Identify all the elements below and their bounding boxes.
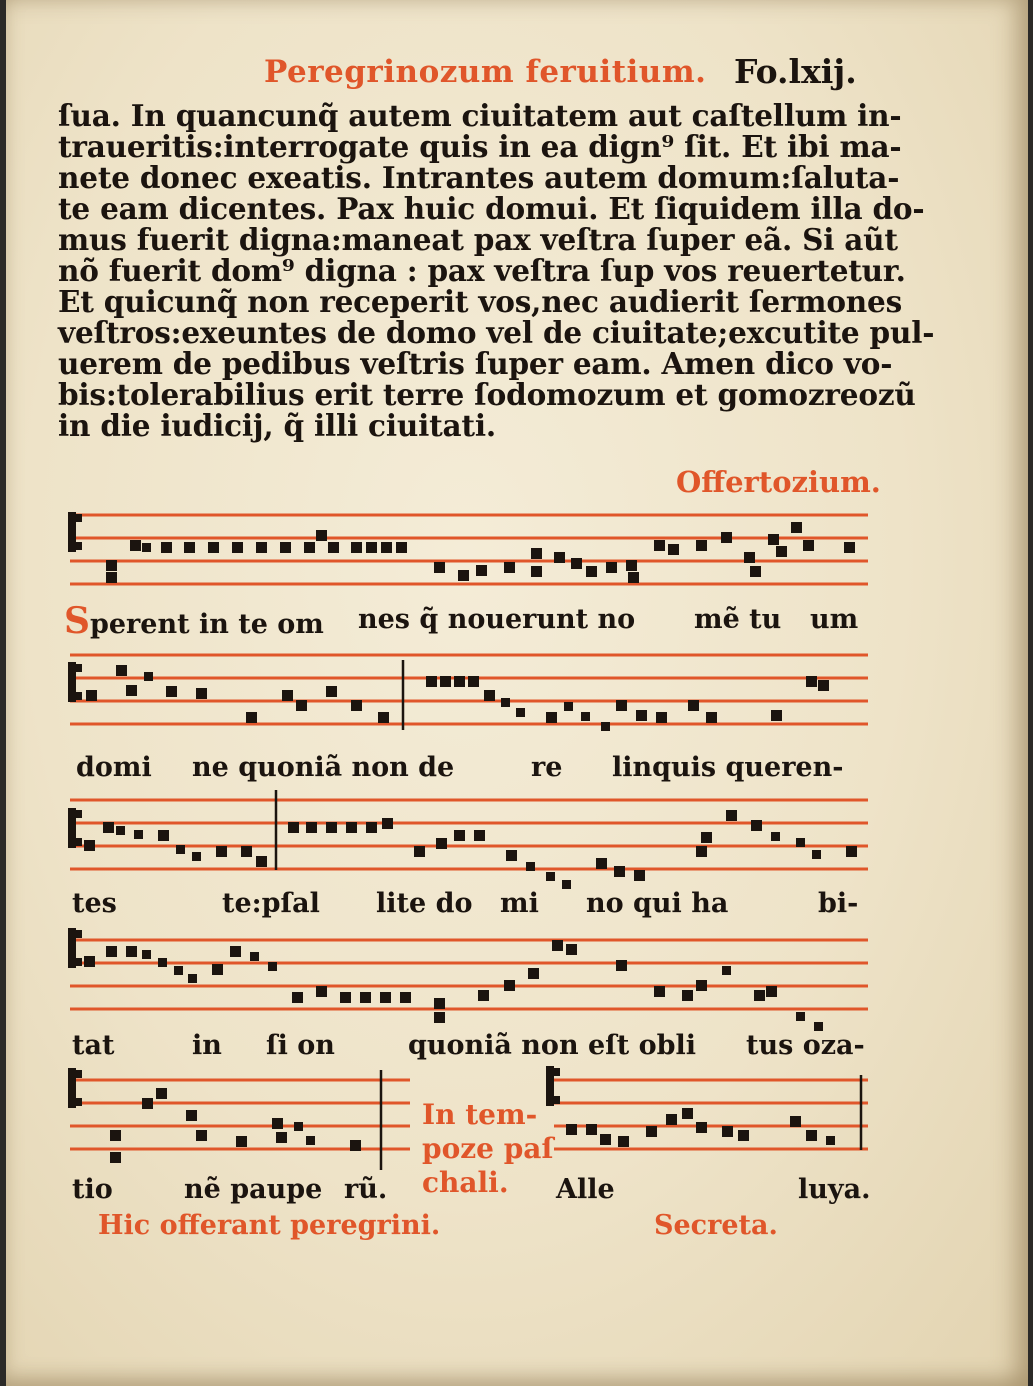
lyric-syllable: Alle <box>556 1174 615 1205</box>
lyric-syllable: no qui ha <box>586 888 729 919</box>
running-header-title: Peregrinozum feruitium. <box>264 54 707 90</box>
text-line: bis:tolerabilius erit terre ſodomozum et gomozreozũ <box>58 377 916 412</box>
secreta-rubric: Secreta. <box>654 1210 778 1241</box>
text-line: traueritis:interrogate quis in ea dign⁹ ſit. Et ibi ma- <box>58 129 902 164</box>
lyric-syllable: mi <box>500 888 539 919</box>
lyric-line-1 <box>64 600 324 642</box>
tempore-paschali-rubric <box>422 1098 553 1200</box>
text-line: nõ fuerit dom⁹ digna : pax veſtra ſup vos reuertetur. <box>58 253 906 288</box>
lyric-syllable: linquis queren- <box>612 752 844 783</box>
text-line: veſtros:exeuntes de domo vel de ciuitate;excutite pul- <box>58 315 935 350</box>
lyric-syllable: tio <box>72 1174 113 1205</box>
staff-3 <box>70 800 868 869</box>
staff-2 <box>70 655 868 724</box>
lyric-syllable: tes <box>72 888 117 919</box>
lyric-syllable: quoniã non eſt obli <box>408 1030 697 1061</box>
text-line: nete donec exeatis. Intrantes autem domum:ſaluta- <box>58 160 900 195</box>
folio-number: Fo.lxij. <box>734 52 857 91</box>
red-initial-s: S <box>64 600 90 642</box>
lyric-syllable: ſi on <box>266 1030 335 1061</box>
rubric-line: chali. <box>422 1166 509 1199</box>
text-line: in die iudicij, q̃ illi ciuitati. <box>58 408 496 443</box>
text-line: te eam dicentes. Pax huic domui. Et ſiquidem illa do- <box>58 191 925 226</box>
missal-page <box>6 0 1028 1386</box>
lyric-syllable: in <box>192 1030 222 1061</box>
lyric-syllable: nẽ paupe <box>184 1174 323 1205</box>
lyric-syllable: tus oza- <box>746 1030 865 1061</box>
text-line: uerem de pedibus veſtris ſuper eam. Amen dico vo- <box>58 346 893 381</box>
text-line: Et quicunq̃ non receperit vos,nec audierit ſermones <box>58 284 903 319</box>
lyric-syllable: tat <box>72 1030 115 1061</box>
lyric-syllable: ne quoniã non de <box>192 752 455 783</box>
lyric-syllable: te:pſal <box>222 888 320 919</box>
division-bars <box>276 660 861 1170</box>
lyric-syllable: lite do <box>376 888 473 919</box>
lyric-syllable: bi- <box>818 888 859 919</box>
lyric-syllable: rũ. <box>344 1174 388 1205</box>
lyric-syllable: um <box>810 604 859 635</box>
offertory-rubric: Offertozium. <box>676 465 881 499</box>
lyric-syllable: nes q̃ nouerunt no <box>358 604 636 635</box>
text-line: mus fuerit digna:maneat pax veſtra ſuper eã. Si aũt <box>58 222 898 257</box>
rubric-line: poze paſ <box>422 1132 554 1165</box>
rubric-line: In tem- <box>422 1098 538 1131</box>
lyric-syllable: luya. <box>798 1174 871 1205</box>
pilgrims-offering-rubric: Hic offerant peregrini. <box>98 1210 441 1241</box>
text-line: ſua. In quancunq̃ autem ciuitatem aut caſtellum in- <box>58 98 902 133</box>
lyric-syllable: re <box>531 752 563 783</box>
lyric-syllable: perent in te om <box>90 609 324 640</box>
lyric-syllable: mẽ tu <box>694 604 782 635</box>
lyric-syllable: domi <box>76 752 152 783</box>
